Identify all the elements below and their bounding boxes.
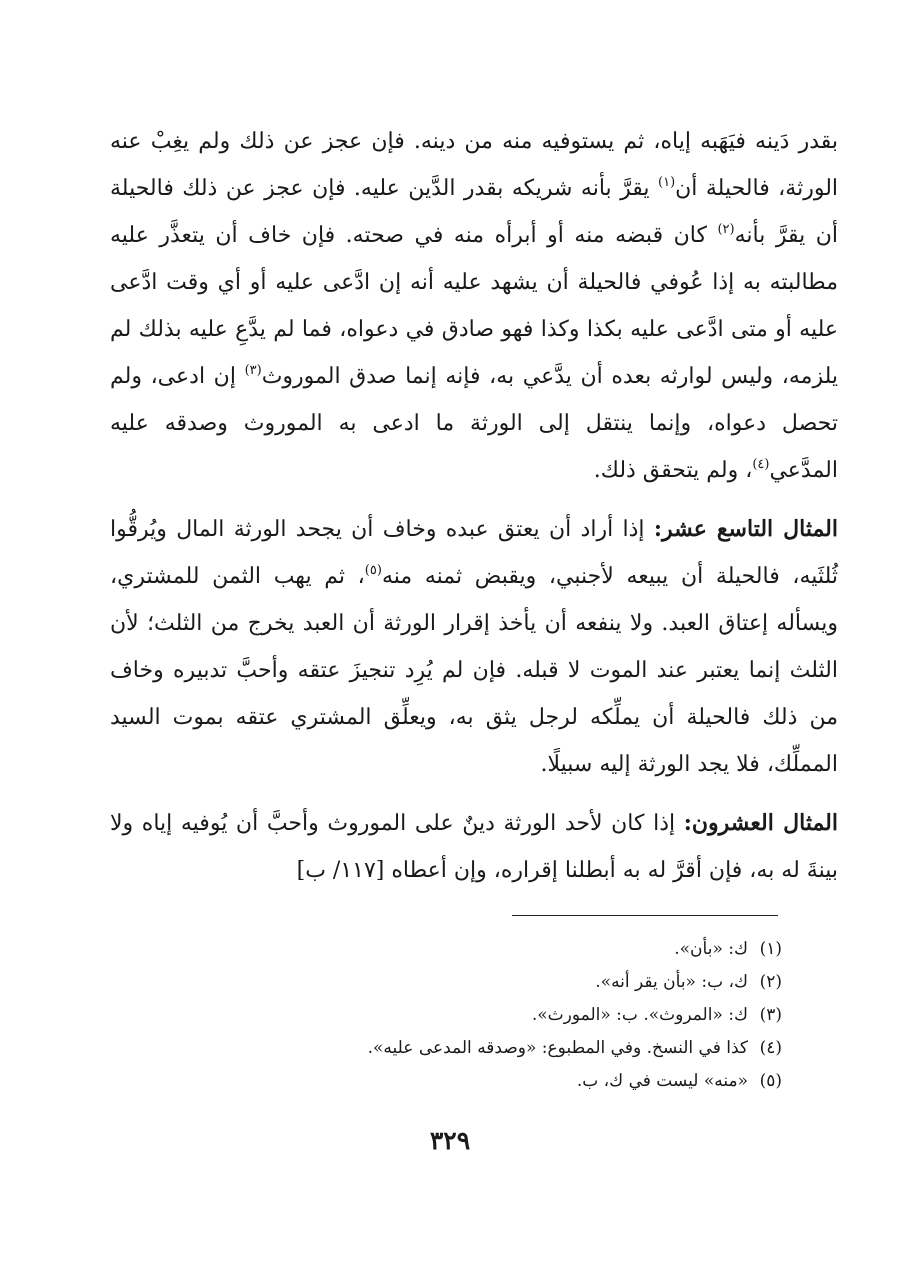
example-19-heading: المثال التاسع عشر:	[653, 516, 838, 542]
text-segment: إذا كان لأحد الورثة دينٌ على الموروث وأحبَّ أن يُوفيه إياه ولا بينةَ له به، فإن أقرَّ له به أبطلنا إقراره، وإن أعطاه [١١٧/ ب]	[110, 811, 838, 883]
footnote-ref-4: (٤)	[752, 457, 770, 472]
footnote-text: كذا في النسخ. وفي المطبوع: «وصدقه المدعى عليه».	[367, 1038, 748, 1058]
text-segment: بقدر دَينه فيَهَبه إياه، ثم يستوفيه منه من دينه. فإن عجز عن ذلك ولم يغِبْ عنه الورثة، فالحيلة أن	[110, 129, 839, 201]
footnotes-list	[122, 933, 782, 1098]
main-text	[110, 118, 838, 894]
text-segment: يقرَّ بأنه شريكه بقدر الدَّين عليه. فإن عجز عن ذلك فالحيلة أن يقرَّ بأنه	[110, 176, 839, 248]
footnote-ref-2: (٢)	[717, 222, 735, 237]
footnote-number: (٤)	[759, 1038, 782, 1058]
footnote-text: ك، ب: «بأن يقر أنه».	[595, 972, 748, 992]
paragraph-example-20	[110, 800, 838, 894]
footnote-ref-3: (٣)	[244, 363, 262, 378]
footnote-item	[122, 1065, 782, 1098]
footnote-divider	[512, 915, 778, 916]
footnote-text: ك: «المروث». ب: «المورث».	[531, 1005, 748, 1025]
footnote-text: ك: «بأن».	[674, 939, 748, 959]
page-number: ٣٢٩	[429, 1126, 471, 1155]
paragraph-debt-gift	[110, 118, 838, 494]
example-20-heading: المثال العشرون:	[683, 810, 838, 836]
text-segment: ، ثم يهب الثمن للمشتري، ويسأله إعتاق العبد. ولا ينفعه أن يأخذ إقرار الورثة أن العبد يخرج من الثلث؛ لأن الثلث إنما يعتبر عند الموت لا قبله. فإن لم يُرِد تنجيزَ عتقه وأحبَّ تدبيره وخاف من ذلك فالحيلة أن يملِّكه لرجل يثق به، ويعلِّق المشتري عتقه بموت السيد المملِّك، فلا يجد الورثة إليه سبيلًا.	[110, 564, 838, 777]
footnote-item	[122, 1032, 782, 1065]
footnote-item	[122, 966, 782, 999]
footnote-item	[122, 999, 782, 1032]
footnote-ref-5: (٥)	[364, 563, 382, 578]
text-segment: إن ادعى، ولم تحصل دعواه، وإنما ينتقل إلى الورثة ما ادعى به الموروث وصدقه عليه المدَّعي	[110, 364, 838, 483]
text-segment: إذا أراد أن يعتق عبده وخاف أن يجحد الورثة المال ويُرقُّوا ثُلثَيه، فالحيلة أن يبيعه لأجنبي، ويقبض ثمنه منه	[110, 517, 838, 589]
footnote-ref-1: (١)	[658, 175, 676, 190]
footnote-item	[122, 933, 782, 966]
text-segment: ، ولم يتحقق ذلك.	[593, 458, 753, 483]
footnote-number: (٢)	[759, 972, 782, 992]
paragraph-example-19	[110, 506, 838, 788]
footnote-text: «منه» ليست في ك، ب.	[576, 1071, 748, 1091]
text-segment: كان قبضه منه أو أبرأه منه في صحته. فإن خاف أن يتعذَّر عليه مطالبته به إذا عُوفي فالحيلة أن يشهد عليه أنه إن ادَّعى عليه أو أي وقت ادَّعى عليه أو متى ادَّعى عليه بكذا وكذا فهو صادق في دعواه، فما لم يدَّعِ عليه بذلك لم يلزمه، وليس لوارثه بعده أن يدَّعي به، فإنه إنما صدق الموروث	[110, 223, 838, 389]
footnote-number: (١)	[759, 939, 782, 959]
footnote-number: (٥)	[759, 1071, 782, 1091]
footnote-number: (٣)	[759, 1005, 782, 1025]
